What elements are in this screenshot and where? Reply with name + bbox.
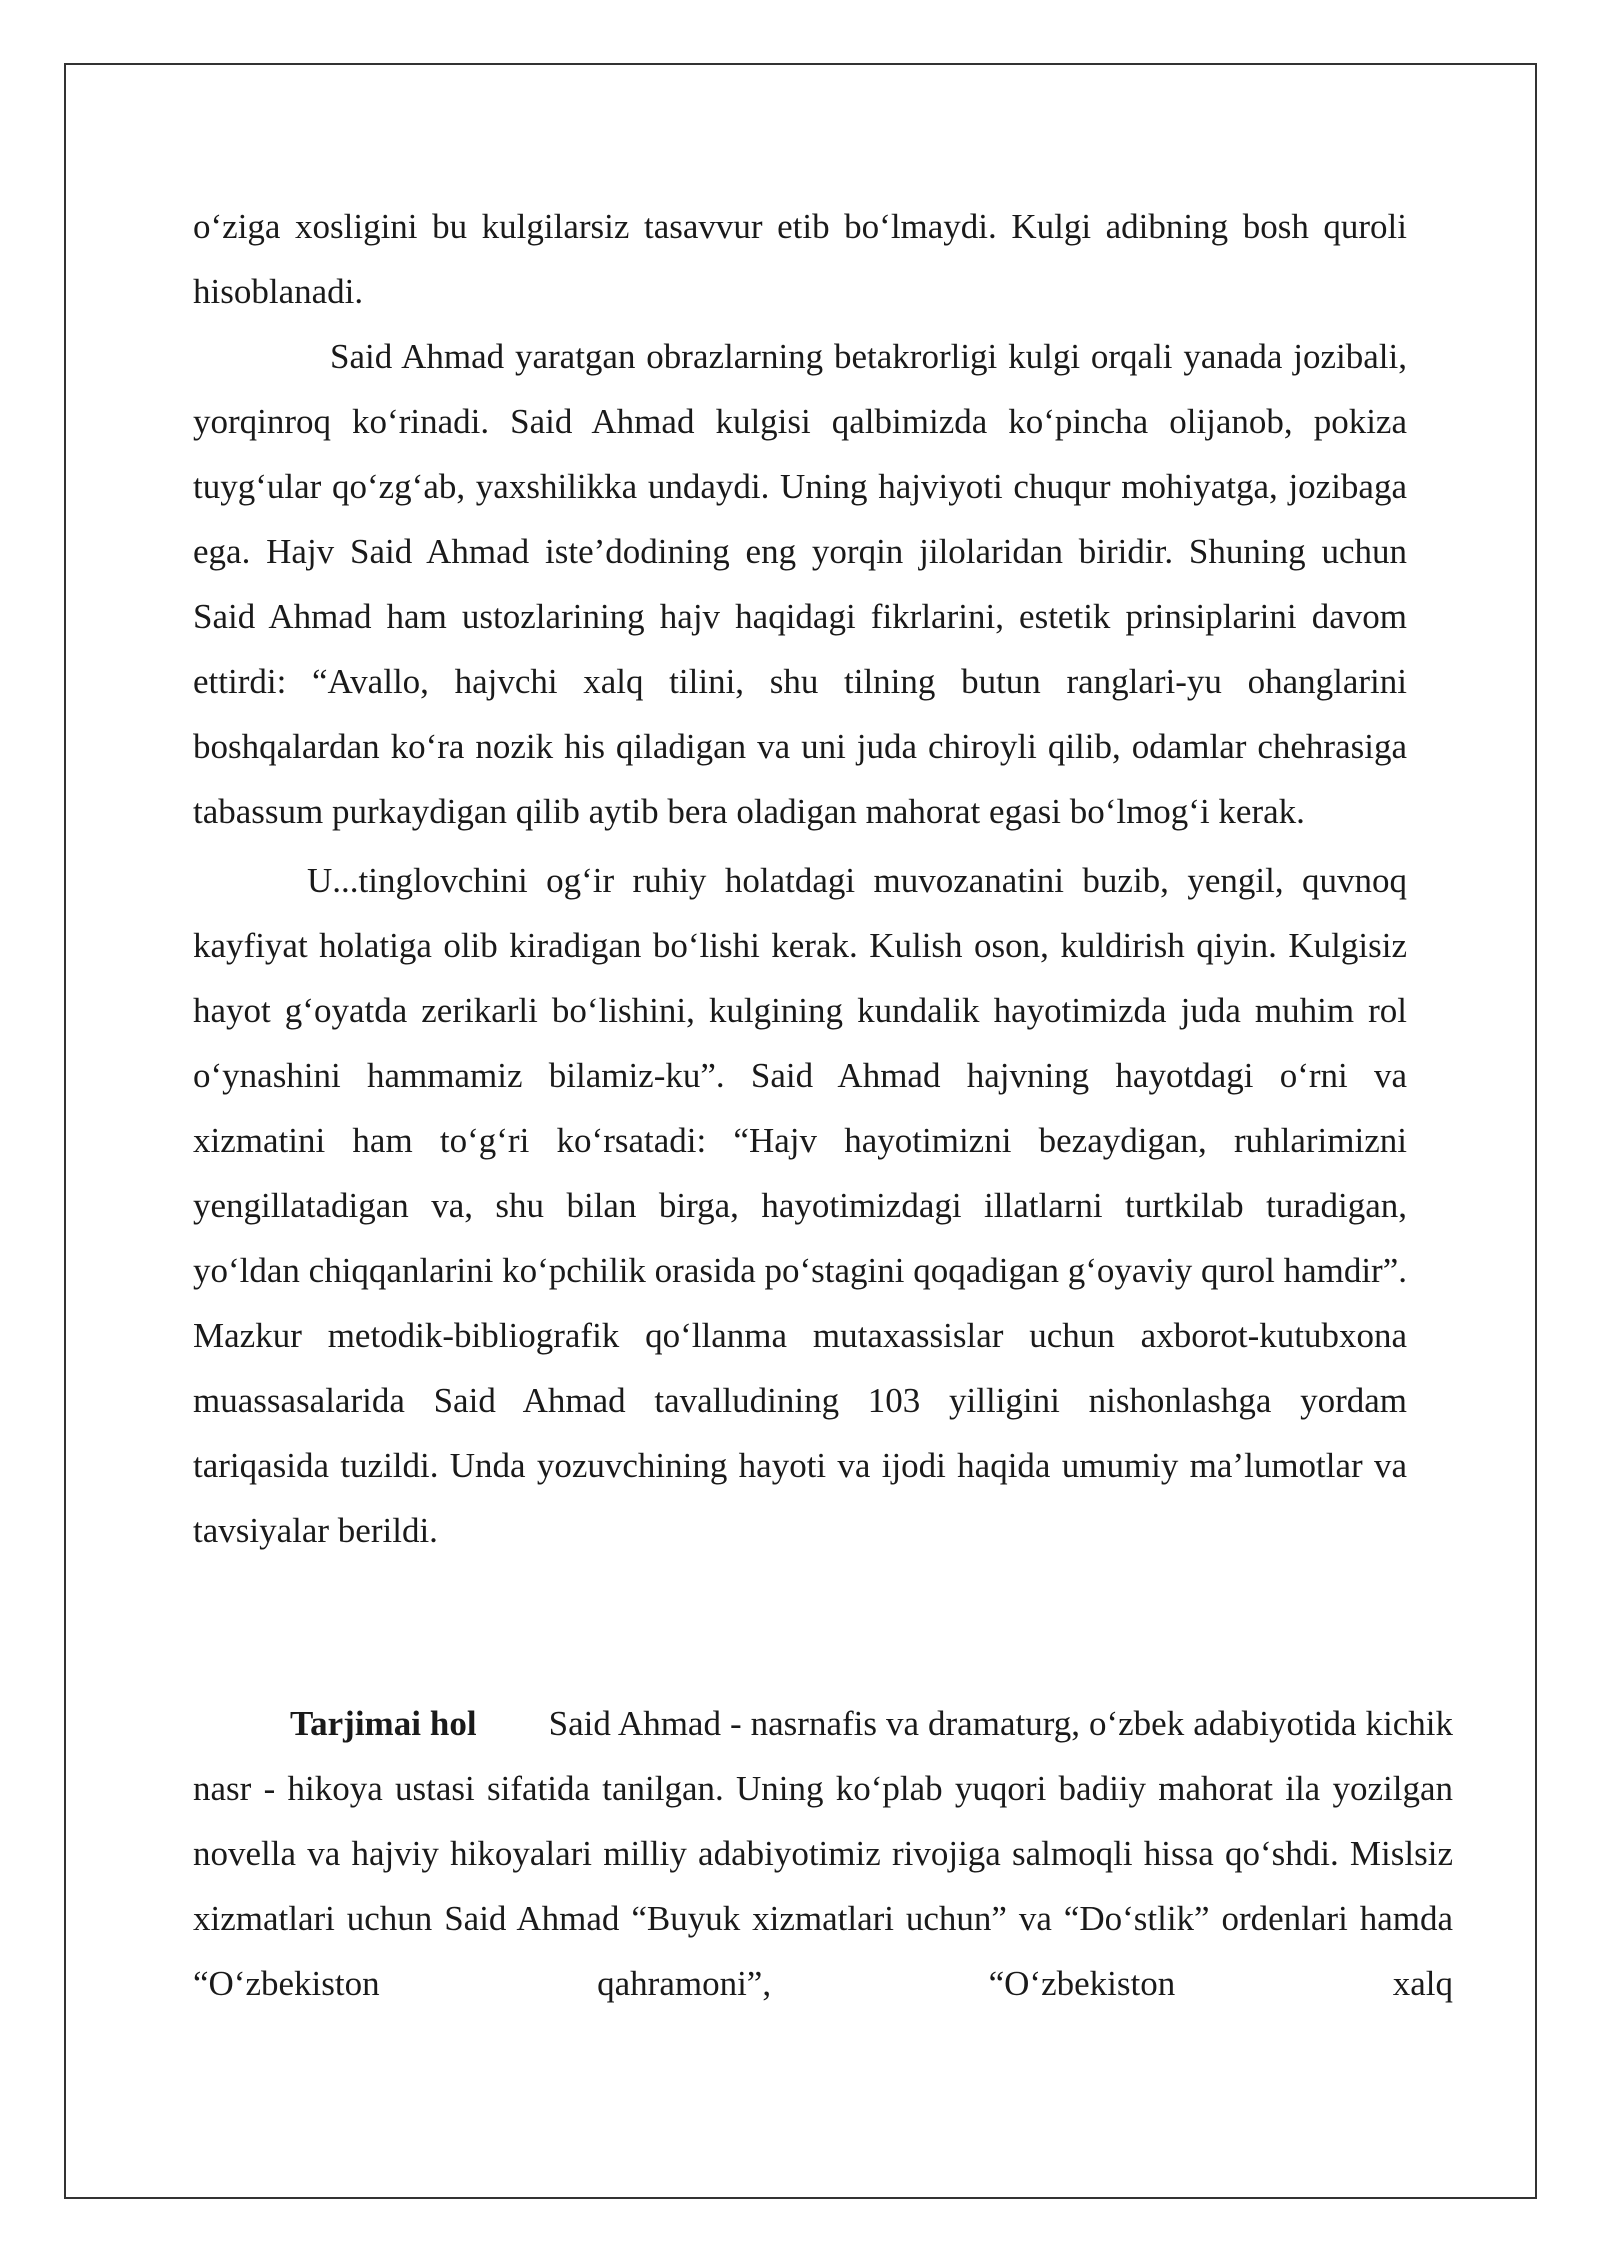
paragraph-2: Said Ahmad yaratgan obrazlarning betakrorligi kulgi orqali yanada jozibali, yorqinroq ko‘rinadi. Said Ahmad kulgisi qalbimizda ko‘pincha olijanob, pokiza tuyg‘ular qo‘zg‘ab, yaxshilikka undaydi. Uning hajviyoti chuqur mohiyatga, jozibaga ega. Hajv Said Ahmad iste’dodining eng yorqin jilolaridan biridir. Shuning uchun Said Ahmad ham ustozlarining hajv haqidagi fikrlarini, estetik prinsiplarini davom ettirdi: “Avallo, hajvchi xalq tilini, shu tilning butun ranglari-yu ohanglarini boshqalardan ko‘ra nozik his qiladigan va uni juda chiroyli qilib, odamlar chehrasiga tabassum purkaydigan qilib aytib bera oladigan mahorat egasi bo‘lmog‘i kerak.: [193, 337, 1407, 831]
paragraph-1: o‘ziga xosligini bu kulgilarsiz tasavvur etib bo‘lmaydi. Kulgi adibning bosh quroli hisoblanadi.: [193, 207, 1407, 311]
paragraph-4-text: Said Ahmad - nasrnafis va dramaturg, o‘zbek adabiyotida kichik nasr - hikoya ustasi sifatida tanilgan. Uning ko‘plab yuqori badiiy mahorat ila yozilgan novella va hajviy hikoyalari milliy adabiyotimiz rivojiga salmoqli hissa qo‘shdi. Mislsiz xizmatlari uchun Said Ahmad “Buyuk xizmatlari uchun” va “Do‘stlik” ordenlari hamda “O‘zbekiston qahramoni”, “O‘zbekiston xalq: [193, 1704, 1453, 2003]
section-heading: Tarjimai hol: [290, 1704, 477, 1743]
body-text-upper: [193, 194, 1407, 1563]
body-text-lower: [193, 1691, 1453, 2016]
paragraph-3: U...tinglovchini og‘ir ruhiy holatdagi muvozanatini buzib, yengil, quvnoq kayfiyat holatiga olib kiradigan bo‘lishi kerak. Kulish oson, kuldirish qiyin. Kulgisiz hayot g‘oyatda zerikarli bo‘lishini, kulgining kundalik hayotimizda juda muhim rol o‘ynashini hammamiz bilamiz-ku”. Said Ahmad hajvning hayotdagi o‘rni va xizmatini ham to‘g‘ri ko‘rsatadi: “Hajv hayotimizni bezaydigan, ruhlarimizni yengillatadigan va, shu bilan birga, hayotimizdagi illatlarni turtkilab turadigan, yo‘ldan chiqqanlarini ko‘pchilik orasida po‘stagini qoqadigan g‘oyaviy qurol hamdir”. Mazkur metodik-bibliografik qo‘llanma mutaxassislar uchun axborot-kutubxona muassasalarida Said Ahmad tavalludining 103 yilligini nishonlashga yordam tariqasida tuzildi. Unda yozuvchining hayoti va ijodi haqida umumiy ma’lumotlar va tavsiyalar berildi.: [193, 861, 1407, 1550]
paragraph-4: [193, 1691, 1453, 2016]
